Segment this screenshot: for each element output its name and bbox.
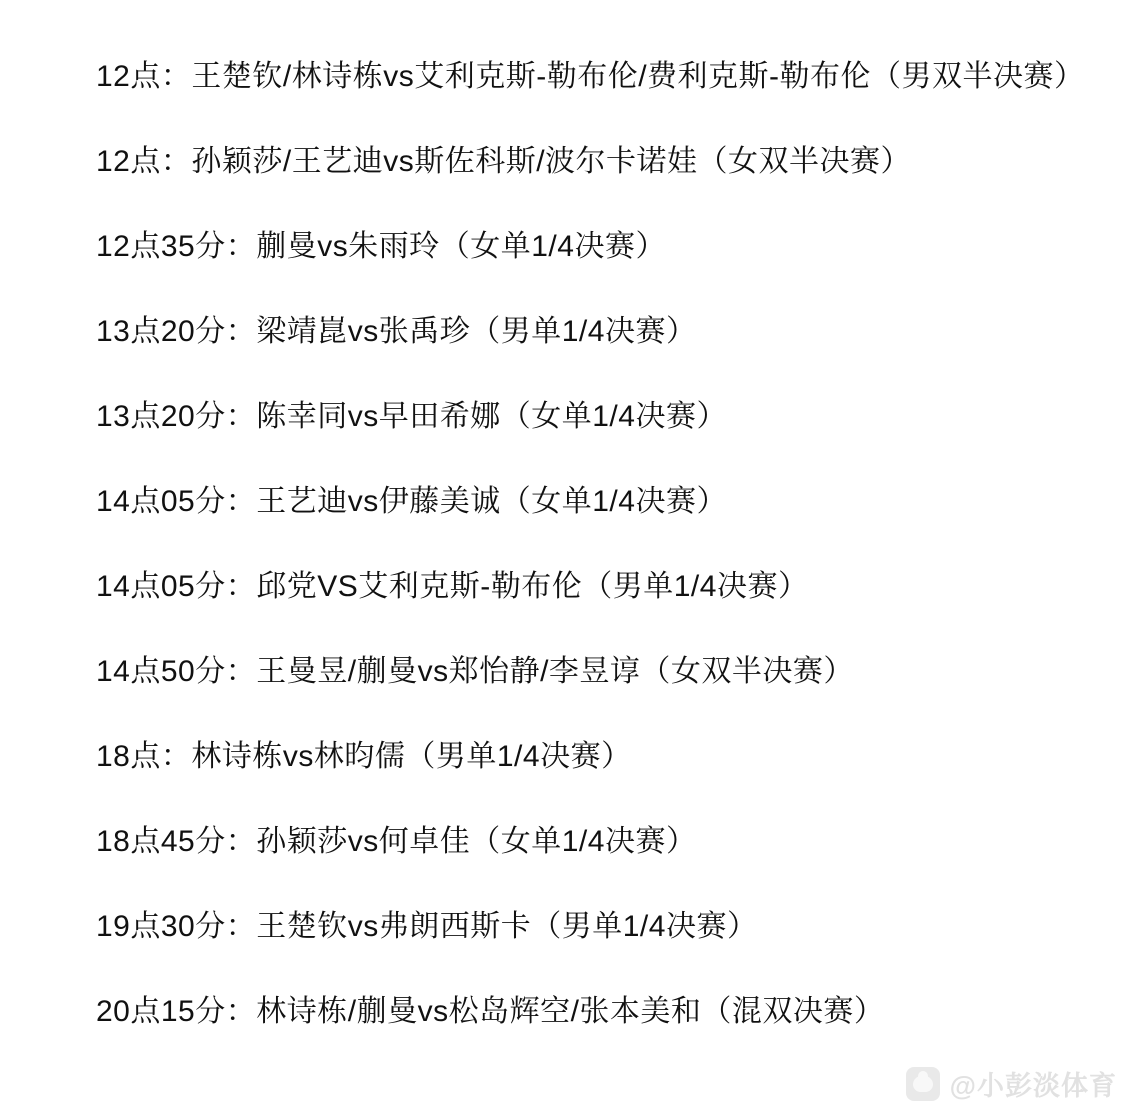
watermark xyxy=(906,1064,1117,1103)
schedule-row: 20点15分：林诗栋/蒯曼vs松岛辉空/张本美和（混双决赛） xyxy=(96,995,885,1028)
schedule-row: 12点：孙颖莎/王艺迪vs斯佐科斯/波尔卡诺娃（女双半决赛） xyxy=(96,145,912,178)
watermark-text: @小彭淡体育 xyxy=(949,1071,1117,1101)
schedule-row: 19点30分：王楚钦vs弗朗西斯卡（男单1/4决赛） xyxy=(96,910,758,943)
schedule-row: 18点45分：孙颖莎vs何卓佳（女单1/4决赛） xyxy=(96,825,697,858)
schedule-row: 14点50分：王曼昱/蒯曼vs郑怡静/李昱谆（女双半决赛） xyxy=(96,655,854,688)
schedule-row: 12点35分：蒯曼vs朱雨玲（女单1/4决赛） xyxy=(96,230,666,263)
schedule-row: 13点20分：梁靖崑vs张禹珍（男单1/4决赛） xyxy=(96,315,697,348)
schedule-row: 13点20分：陈幸同vs早田希娜（女单1/4决赛） xyxy=(96,400,727,433)
schedule-row: 18点：林诗栋vs林昀儒（男单1/4决赛） xyxy=(96,740,632,773)
schedule-row: 14点05分：邱党VS艾利克斯-勒布伦（男单1/4决赛） xyxy=(96,570,809,603)
schedule-row: 12点：王楚钦/林诗栋vs艾利克斯-勒布伦/费利克斯-勒布伦（男双半决赛） xyxy=(96,60,1085,93)
weibo-logo-icon xyxy=(906,1067,940,1101)
schedule-row: 14点05分：王艺迪vs伊藤美诚（女单1/4决赛） xyxy=(96,485,727,518)
